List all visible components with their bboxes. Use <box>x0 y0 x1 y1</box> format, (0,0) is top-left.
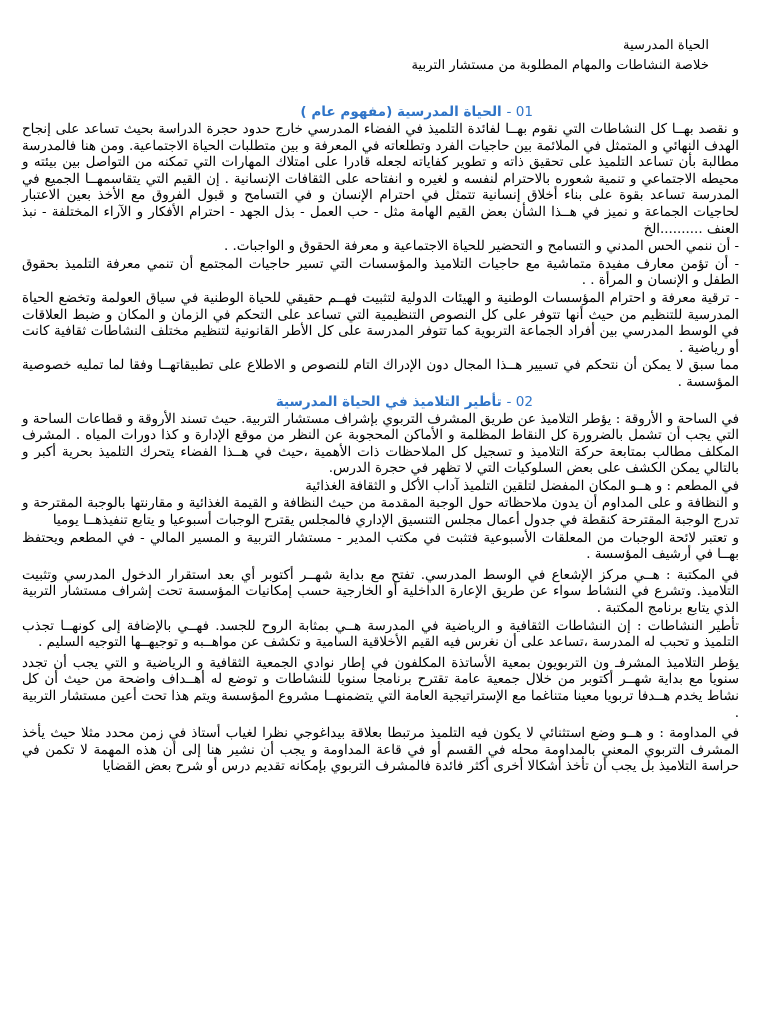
section2-paragraph-hygiene: و النظافة و على المداوم أن يدون ملاحظاته حول الوجبة المقدمة من حيث النظافة و القيمة الغذائية و مقارنتها بالوجبة المقترحة و تدرج الوجبة المقترحة كنقطة في جدول أعمال مجلس التنسيق الإداري فالمجلس يقترح الوجبات أسبوعيا و يتابع تنفيذهــا يوميا <box>22 496 739 529</box>
header-subtitle: خلاصة النشاطات والمهام المطلوبة من مستشار التربية <box>411 58 709 73</box>
section-number-1: 01 - <box>506 104 533 120</box>
header-spacer <box>22 76 739 102</box>
section-title-2: تأطير التلاميذ في الحياة المدرسية <box>275 393 502 410</box>
document-header <box>22 36 709 76</box>
section2-paragraph-library: في المكتبة : هــي مركز الإشعاع في الوسط المدرسي. تفتح مع بداية شهــر أكتوبر أي بعد استقرار الدخول المدرسي وتثبيت التلاميذ. وتشرع في النشاط سواء عن طريق الإعارة الداخلية أو الخارجية حسب إمكانيات المؤسسة تحت إشراف مستشار التربية الذي يتابع برنامج المكتبة . <box>22 567 739 617</box>
section2-paragraph-activities: تأطير النشاطات : إن النشاطات الثقافية و الرياضية في المدرسة هــي بمثابة الروح للجسد. فهــي بالإضافة إلى كونهــا تجذب التلميذ و تحبب له المدرسة ،تساعد على أن نغرس فيه القيم الأخلاقية السامية و تكشف عن مواهــبه و توجيهــها التوجيه السليم . <box>22 618 739 651</box>
section2-paragraph-menu: و تعتبر لائحة الوجبات من المعلقات الأسبوعية فتثبت في مكتب المدير - مستشار التربية و المسير المالي - في المطعم ويحتفظ بهــا في أرشيف المؤسسة . <box>22 530 739 563</box>
section-number-2: 02 - <box>506 393 533 410</box>
section-title-1: الحياة المدرسية (مفهوم عام ) <box>300 104 502 120</box>
section2-paragraph-duty: في المداومة : و هــو وضع استثنائي لا يكون فيه التلميذ مرتبطا بعلاقة بيداغوجي نظرا لغياب أستاذ في زمن محدد مثلا حيث يأخذ المشرف التربوي المعني بالمداومة محله في القسم أو في قاعة المداومة و يجب أن نشير هنا إلى أن هذه المهمة لا تكمن في حراسة التلاميذ بل يجب أن تأخذ أشكالا أخرى أكثر فائدة فالمشرف التربوي بإمكانه تقديم درس أو شرح بعض القضايا <box>22 726 739 775</box>
section-heading-1 <box>22 102 533 122</box>
section2-paragraph-supervisors: يؤطر التلاميذ المشرفـ ون التربويون بمعية الأساتذة المكلفون في إطار نوادي الجمعية الثقافية و الرياضية و التي يجب أن تجدد سنويا مع بداية شهــر أكتوبر من خلال جمعية عامة تقترح برنامجا سنويا للنشاطات و توضع له أهــداف واضحة من حيث أن كل نشاط يخدم هــدفا تربويا معينا متناغما مع الإستراتيجية العامة التي يتضمنهــا مشروع المؤسسة ويتم هذا تحت أعين مستشار التربية . <box>22 655 739 721</box>
section1-bullet-institutions: - ترقية معرفة و احترام المؤسسات الوطنية و الهيئات الدولية لتثبيت فهــم حقيقي للحياة الوطنية في سياق العولمة وتخضع الحياة المدرسية للتنظيم من حيث أنها تتوفر على كل النصوص التنظيمية التي تساعد على التحكم في الزمان و المكان و ضبط العلاقات في الوسط المدرسي بين أفراد الجماعة التربوية كما تتوفر المدرسة على كل الأطر القانونية لتنظيم مختلف النشاطات ثقافية كانت أو رياضية . <box>22 290 739 356</box>
section1-bullet-knowledge: - أن تؤمن معارف مفيدة متماشية مع حاجيات التلاميذ والمؤسسات التي تسير حاجيات المجتمع أن تنمي معرفة التلميذ بحقوق الطفل و الإنسان و المرأة . . <box>22 256 739 289</box>
section2-paragraph-yard: في الساحة و الأروقة : يؤطر التلاميذ عن طريق المشرف التربوي بإشراف مستشار التربية. حيث تسند الأروقة و قطاعات الساحة و التي يجب أن تشمل بالضرورة كل النقاط المظلمة و الأماكن المحجوبة عن النظر من موقع الإدارة و كذا دورات المياه . المشرف المكلف مطالب بمتابعة حركة التلاميذ و تسجيل كل الملاحظات ذات الأهمية ،حيث في هــذا الفضاء يتحرك التلميذ بحرية أكبر و بالتالي يمكن الكشف على بعض السلوكيات التي لا تظهر في حجرة الدرس. <box>22 411 739 477</box>
section2-paragraph-restaurant: في المطعم : و هــو المكان المفضل لتلقين التلميذ آداب الأكل و الثقافة الغذائية <box>305 478 739 494</box>
section-heading-2 <box>22 392 533 412</box>
header-title: الحياة المدرسية <box>623 38 709 53</box>
section1-paragraph-conclusion: مما سبق لا يمكن أن نتحكم في تسيير هــذا المجال دون الإدراك التام للنصوص و الاطلاع على تطبيقاتهــا وفقا لما تمليه خصوصية المؤسسة . <box>22 358 739 390</box>
section1-paragraph-intro: و نقصد بهــا كل النشاطات التي نقوم بهــا لفائدة التلميذ في الفضاء المدرسي خارج حدود حجرة الدراسة بحيث تساعد على إنجاح الهدف النهائي و المتمثل في الملائمة بين حاجيات الفرد وتطلعاته في المعرفة و بين متطلبات الحياة الاجتماعية. ومن هنا فالمدرسة مطالبة بأن تساعد التلميذ على تحقيق ذاته و تطوير كفاياته لجعله قادرا على امتلاك المهارات التي تمكنه من التواصل بين بيئته و محيطه الاجتماعي و تنمية شعوره بالاحترام لنفسه و لغيره و انفتاحه على الثقافات الإنسانية . إن القيم التي يتقاسمهــا الجميع في المدرسة تساعد بقوة على بناء أخلاق إنسانية تتمثل في احترام الإنسان و في التسامح و قبول الفروق مع الأخذ بعين الاعتبار لحاجيات الجماعة و نميز في هــذا الشأن بعض القيم الهامة مثل - حب العمل - بذل الجهد - احترام الأفكار و الآراء المختلفة - نبذ العنف ..........الخ <box>22 122 739 237</box>
section1-bullet-civic: - أن ننمي الحس المدني و التسامح و التحضير للحياة الاجتماعية و معرفة الحقوق و الواجبات. . <box>224 239 739 255</box>
